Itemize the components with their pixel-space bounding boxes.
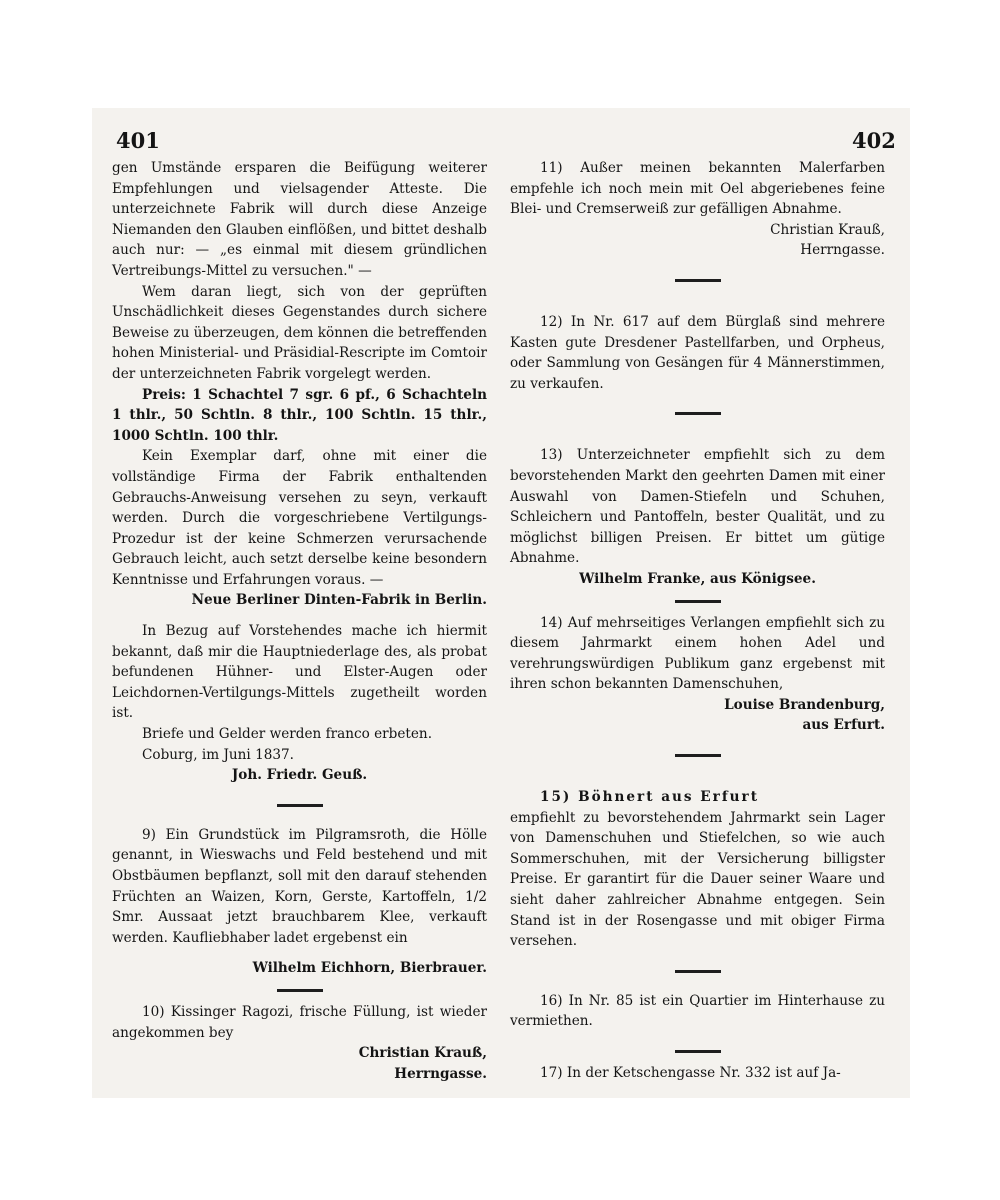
ad-14: 14) Auf mehrseitiges Verlangen empfiehlt sich zu diesem Jahrmarkt einem hohen Adel und verehrungswürdigen Publikum ganz ergebenst mit ihren schon bekannten Damenschuhen,	[510, 614, 885, 693]
ad-17: 17) In der Ketschengasse Nr. 332 ist auf Ja-	[540, 1065, 841, 1081]
place-date: Coburg, im Juni 1837.	[142, 746, 294, 763]
intro-paragraph: gen Umstände ersparen die Beifügung weiterer Empfehlungen und vielsagender Atteste. Die unterzeichnete Fabrik will durch diese Anzeige Niemanden den Glauben einflößen, und bittet deshalb auch nur: — „es einmal mit diesem gründlichen Vertreibungs-Mittel zu versuchen." —	[112, 160, 487, 279]
ad-10: 10) Kissinger Ragozi, frische Füllung, ist wieder angekommen bey	[112, 1003, 487, 1041]
ad-14-signature-place: aus Erfurt.	[802, 717, 885, 734]
right-page-number: 402	[852, 128, 896, 153]
ad-10-signature-name: Christian Krauß,	[358, 1045, 487, 1062]
ad-14-signature-name: Louise Brandenburg,	[724, 696, 885, 713]
paragraph-proof: Wem daran liegt, sich von der geprüften Unschädlichkeit dieses Gegenstandes durch sichere Beweise zu überzeugen, dem können die betreffenden hohen Ministerial- und Präsidial-Rescripte im Comtoir der unterzeichneten Fabrik vorgelegt werden.	[112, 283, 487, 382]
ad-15-heading: 15) Böhnert aus Erfurt	[540, 789, 759, 806]
ad-11-signature-name: Christian Krauß,	[770, 221, 885, 238]
ad-10-signature-place: Herrngasse.	[394, 1065, 487, 1082]
ad-12: 12) In Nr. 617 auf dem Bürglaß sind mehrere Kasten gute Dresdener Pastellfarben, und Orpheus, oder Sammlung von Gesängen für 4 Männerstimmen, zu verkaufen.	[510, 313, 885, 392]
signature-eichhorn: Wilhelm Eichhorn, Bierbrauer.	[252, 960, 487, 977]
left-page-number: 401	[116, 128, 160, 153]
paragraph-franco: Briefe und Gelder werden franco erbeten.	[142, 726, 433, 743]
right-column	[510, 158, 885, 1084]
ad-15-body: empfiehlt zu bevorstehendem Jahrmarkt sein Lager von Damenschuhen und Stiefelchen, so wie auch Sommerschuhen, mit der Versicherung billigster Preise. Er garantirt für die Dauer seiner Waare und sieht daher zahlreicher Abnahme entgegen. Sein Stand ist in der Rosengasse und mit obiger Firma versehen.	[510, 809, 885, 950]
paragraph-depot: In Bezug auf Vorstehendes mache ich hiermit bekannt, daß mir die Hauptniederlage des, als probat befundenen Hühner- und Elster-Augen oder Leichdornen-Vertilgungs-Mittels zugetheilt worden ist.	[112, 623, 487, 722]
paragraph-usage: Kein Exemplar darf, ohne mit einer die vollständige Firma der Fabrik enthaltenden Gebrauchs-Anweisung versehen zu seyn, verkauft werden. Durch die vorgeschriebene Vertilgungs-Prozedur ist der keine Schmerzen verursachende Gebrauch leicht, auch setzt derselbe keine besondern Kenntnisse und Erfahrungen voraus. —	[112, 448, 487, 588]
ad-13-signature: Wilhelm Franke, aus Königsee.	[579, 570, 816, 587]
ad-11-signature-place: Herrngasse.	[800, 242, 885, 259]
left-column	[112, 158, 487, 1084]
ad-11: 11) Außer meinen bekannten Malerfarben empfehle ich noch mein mit Oel abgeriebenes feine Blei- und Cremserweiß zur gefälligen Abnahme.	[510, 160, 885, 218]
price-paragraph: Preis: 1 Schachtel 7 sgr. 6 pf., 6 Schachteln 1 thlr., 50 Schtln. 8 thlr., 100 Schtln. 15 thlr., 1000 Schtln. 100 thlr.	[112, 386, 487, 444]
ad-9: 9) Ein Grundstück im Pilgramsroth, die Hölle genannt, in Wieswachs und Feld bestehend und mit Obstbäumen bepflanzt, soll mit den darauf stehenden Früchten an Waizen, Korn, Gerste, Kartoffeln, 1/2 Smr. Aussaat jetzt brauchbarem Klee, verkauft werden. Kaufliebhaber ladet ergebenst ein	[112, 826, 487, 946]
signature-fabrik: Neue Berliner Dinten-Fabrik in Berlin.	[191, 592, 487, 609]
ad-16: 16) In Nr. 85 ist ein Quartier im Hinterhause zu vermiethen.	[510, 992, 885, 1030]
ad-13: 13) Unterzeichneter empfiehlt sich zu dem bevorstehenden Markt den geehrten Damen mit einer Auswahl von Damen-Stiefeln und Schuhen, Schleichern und Pantoffeln, bester Qualität, und zu möglichst billigen Preisen. Er bittet um gütige Abnahme.	[510, 447, 885, 567]
signature-geuss: Joh. Friedr. Geuß.	[231, 767, 368, 784]
